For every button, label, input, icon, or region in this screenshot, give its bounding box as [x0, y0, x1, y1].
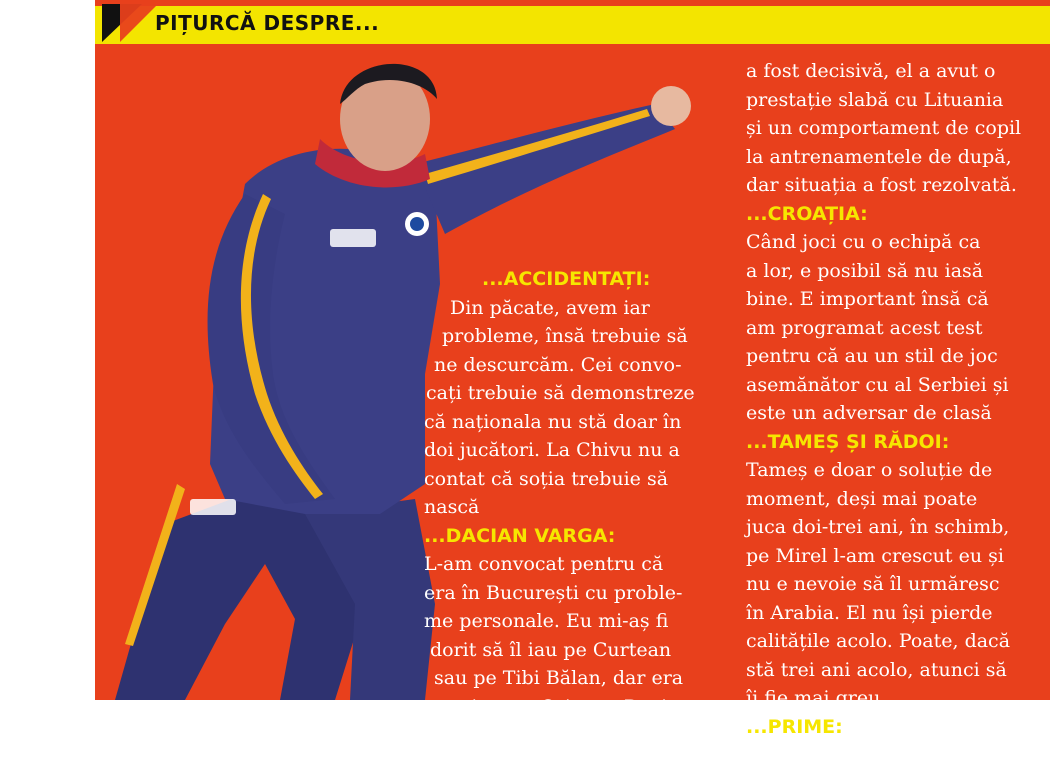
text-line: mai greu. Oricum, Daci-	[442, 695, 674, 718]
text-line: Când joci cu o echipă ca	[746, 231, 981, 253]
text-line: și un comportament de copil	[746, 117, 1022, 139]
section-title: PIȚURCĂ DESPRE...	[155, 11, 380, 35]
subheading: ...CROAȚIA:	[746, 202, 868, 225]
text-line: a fost decisivă, el a avut o	[746, 60, 996, 82]
text-line: me personale. Eu mi-aș fi	[424, 610, 669, 632]
text-line: în Arabia. El nu își pierde	[746, 601, 993, 624]
column-left	[420, 265, 695, 750]
subheading: ...DACIAN VARGA:	[424, 524, 616, 547]
text-line: calitățile acolo. Poate, dacă	[746, 630, 1011, 652]
column-right	[746, 57, 1021, 770]
text-line: probleme, însă trebuie să	[442, 325, 688, 347]
text-line: pentru că au un stil de joc	[746, 345, 998, 367]
text-line: Din păcate, avem iar	[450, 296, 650, 319]
subheading: ...TAMEȘ ȘI RĂDOI:	[746, 430, 950, 453]
text-line: an mi-a lăsat o impresie	[454, 724, 685, 746]
text-line: este un adversar de clasă	[746, 402, 992, 424]
subheading: ...ACCIDENTAȚI:	[482, 268, 651, 290]
text-line: asemănător cu al Serbiei și	[746, 373, 1009, 396]
text-line: sau pe Tibi Bălan, dar era	[434, 667, 684, 689]
text-line: doi jucători. La Chivu nu a	[424, 439, 680, 461]
text-line: că naționala nu stă doar în	[424, 410, 682, 433]
text-line: a lor, e posibil să nu iasă	[746, 259, 984, 282]
text-line: ne descurcăm. Cei convo-	[434, 353, 682, 376]
text-line: prestație slabă cu Lituania	[746, 88, 1004, 111]
subheading: ...PRIME:	[746, 715, 843, 738]
flag-stripe-red	[120, 4, 158, 42]
text-line: am programat acest test	[746, 316, 983, 339]
text-line: moment, deși mai poate	[746, 487, 978, 510]
text-line: era în București cu proble-	[424, 581, 683, 604]
text-line: L-am convocat pentru că	[424, 553, 664, 575]
text-line: Tameș e doar o soluție de	[746, 459, 993, 481]
text-line: dorit să îl iau pe Curtean	[430, 638, 672, 661]
text-line: stă trei ani acolo, atunci să	[746, 658, 1007, 681]
text-line: nu e nevoie să îl urmăresc	[746, 573, 1000, 595]
text-line: la antrenamentele de după,	[746, 145, 1012, 168]
text-line: dar situația a fost rezolvată.	[746, 174, 1017, 196]
text-line: cați trebuie să demonstreze	[426, 382, 695, 404]
text-line: pe Mirel l-am crescut eu și	[746, 544, 1004, 567]
text-line: îi fie mai greu	[746, 687, 881, 709]
text-line: bine. E important însă că	[746, 288, 989, 310]
text-line: nască	[424, 496, 480, 518]
text-line: Suntem indiferenți la prime	[746, 744, 1014, 766]
text-line: juca doi-trei ani, în schimb,	[746, 516, 1010, 538]
text-line: contat că soția trebuie să	[424, 467, 669, 490]
